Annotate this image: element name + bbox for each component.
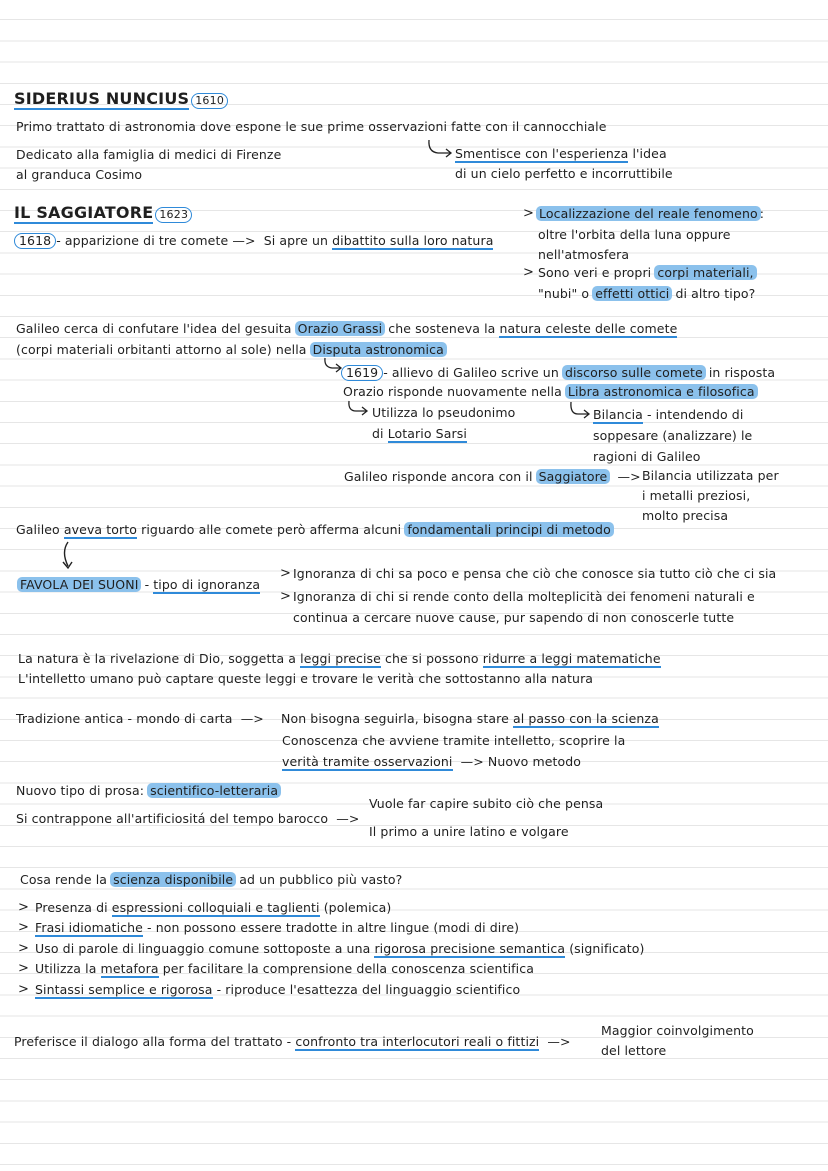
arrow-icon: —> xyxy=(617,469,641,484)
ignoranza-2: Ignoranza di chi si rende conto della molteplicità dei fenomeni naturali e xyxy=(293,589,755,604)
scienza-b3: Uso di parole di linguaggio comune sottoposte a una rigorosa precisione semantica (significato) xyxy=(35,941,645,956)
tradizione-r2: Conoscenza che avviene tramite intelletto, scoprire la xyxy=(282,733,626,748)
bilancia-line2: soppesare (analizzare) le xyxy=(593,428,753,443)
torto-line: Galileo aveva torto riguardo alle comete però afferma alcuni fondamentali principi di metodo xyxy=(16,522,613,538)
hook-arrow-icon xyxy=(426,138,456,160)
scienza-question: Cosa rende la scienza disponibile ad un pubblico più vasto? xyxy=(20,872,403,887)
smentisce-line2: di un cielo perfetto e incorruttibile xyxy=(455,166,673,181)
natura-line1: La natura è la rivelazione di Dio, soggetta a leggi precise che si possono ridurre a leggi matematiche xyxy=(18,651,661,666)
arrow-icon: —> xyxy=(460,754,484,769)
year-badge: 1623 xyxy=(155,207,192,223)
scienza-b5: Sintassi semplice e rigorosa - riproduce l'esattezza del linguaggio scientifico xyxy=(35,982,521,997)
prosa-r1: Vuole far capire subito ciò che pensa xyxy=(369,796,604,811)
ignoranza-1: Ignoranza di chi sa poco e pensa che ciò che conosce sia tutto ciò che ci sia xyxy=(293,566,777,581)
tradizione-r3: verità tramite osservazioni —> Nuovo metodo xyxy=(282,754,582,769)
prosa-line1: Nuovo tipo di prosa: scientifico-letteraria xyxy=(16,783,280,799)
ignoranza-3: continua a cercare nuove cause, pur sapendo di non conoscerle tutte xyxy=(293,610,735,625)
arrow-icon: —> xyxy=(240,711,264,726)
loc-line3: nell'atmosfera xyxy=(538,247,630,262)
year-badge: 1619 xyxy=(341,365,383,381)
pseudo-line1: Utilizza lo pseudonimo xyxy=(372,405,516,420)
sidereus-dedica1: Dedicato alla famiglia di medici di Firenze xyxy=(16,147,282,162)
bil-util-line1: Bilancia utilizzata per xyxy=(642,468,779,483)
natura-line2: L'intelletto umano può captare queste leggi e trovare le verità che sottostanno alla natura xyxy=(18,671,594,686)
prosa-r2: Il primo a unire latino e volgare xyxy=(369,824,569,839)
bilancia-line3: ragioni di Galileo xyxy=(593,449,701,464)
tradizione-r1: Non bisogna seguirla, bisogna stare al passo con la scienza xyxy=(281,711,659,726)
loc-line1: Localizzazione del reale fenomeno : xyxy=(537,206,764,222)
bilancia-line1: Bilancia - intendendo di xyxy=(593,407,744,422)
bullet-icon: > xyxy=(18,900,29,915)
corpi-line: Sono veri e propri corpi materiali, xyxy=(538,265,756,281)
year-badge: 1618 xyxy=(14,233,56,249)
year-badge: 1610 xyxy=(191,93,228,109)
loc-line2: oltre l'orbita della luna oppure xyxy=(538,227,731,242)
tradizione-line: Tradizione antica - mondo di carta —> xyxy=(16,711,264,726)
bullet-icon: > xyxy=(523,265,534,280)
dialogo-r1: Maggior coinvolgimento xyxy=(601,1023,754,1038)
prosa-line2: Si contrappone all'artificiositá del tempo barocco —> xyxy=(16,811,360,826)
comete-line: 1618 - apparizione di tre comete —> Si apre un dibattito sulla loro natura xyxy=(14,233,493,249)
arrow-icon: —> xyxy=(232,233,256,248)
bullet-icon: > xyxy=(280,589,291,604)
title-text: SIDERIUS NUNCIUS xyxy=(14,89,190,108)
galileo-line1: Galileo cerca di confutare l'idea del gesuita Orazio Grassi che sosteneva la natura celeste delle comete xyxy=(16,321,678,336)
hook-arrow-icon xyxy=(346,399,370,419)
bullet-icon: > xyxy=(280,566,291,581)
orazio-line: Orazio risponde nuovamente nella Libra astronomica e filosofica xyxy=(343,384,757,400)
galileo-line2: (corpi materiali orbitanti attorno al sole) nella Disputa astronomica xyxy=(16,342,446,358)
pseudo-line2: di Lotario Sarsi xyxy=(372,426,467,441)
scienza-b2: Frasi idiomatiche - non possono essere tradotte in altre lingue (modi di dire) xyxy=(35,920,520,935)
scienza-b1: Presenza di espressioni colloquiali e taglienti (polemica) xyxy=(35,900,392,915)
section-title-saggiatore xyxy=(14,203,192,223)
favola-line: FAVOLA DEI SUONI - tipo di ignoranza xyxy=(18,577,260,593)
hook-arrow-icon xyxy=(568,400,592,422)
bullet-icon: > xyxy=(523,206,534,221)
title-text: IL SAGGIATORE xyxy=(14,203,154,222)
arrow-icon: —> xyxy=(336,811,360,826)
risponde-line: Galileo risponde ancora con il Saggiatore —> xyxy=(344,469,641,484)
curved-arrow-icon xyxy=(60,540,76,572)
bil-util-line3: molto precisa xyxy=(642,508,729,523)
bullet-icon: > xyxy=(18,982,29,997)
nubi-line: "nubi" o effetti ottici di altro tipo? xyxy=(538,286,756,301)
bullet-icon: > xyxy=(18,941,29,956)
allievo-line: 1619 - allievo di Galileo scrive un discorso sulle comete in risposta xyxy=(341,365,775,381)
sidereus-line1: Primo trattato di astronomia dove espone le sue prime osservazioni fatte con il cannocchiale xyxy=(16,119,607,134)
dialogo-r2: del lettore xyxy=(601,1043,667,1058)
section-title-sidereus xyxy=(14,89,228,109)
sidereus-dedica2: al granduca Cosimo xyxy=(16,167,143,182)
dialogo-line: Preferisce il dialogo alla forma del trattato - confronto tra interlocutori reali o fittizi —> xyxy=(14,1034,571,1049)
bullet-icon: > xyxy=(18,961,29,976)
bullet-icon: > xyxy=(18,920,29,935)
smentisce-line1: Smentisce con l'esperienza l'idea xyxy=(455,146,667,161)
bil-util-line2: i metalli preziosi, xyxy=(642,488,751,503)
scienza-b4: Utilizza la metafora per facilitare la comprensione della conoscenza scientifica xyxy=(35,961,534,976)
arrow-icon: —> xyxy=(547,1034,571,1049)
